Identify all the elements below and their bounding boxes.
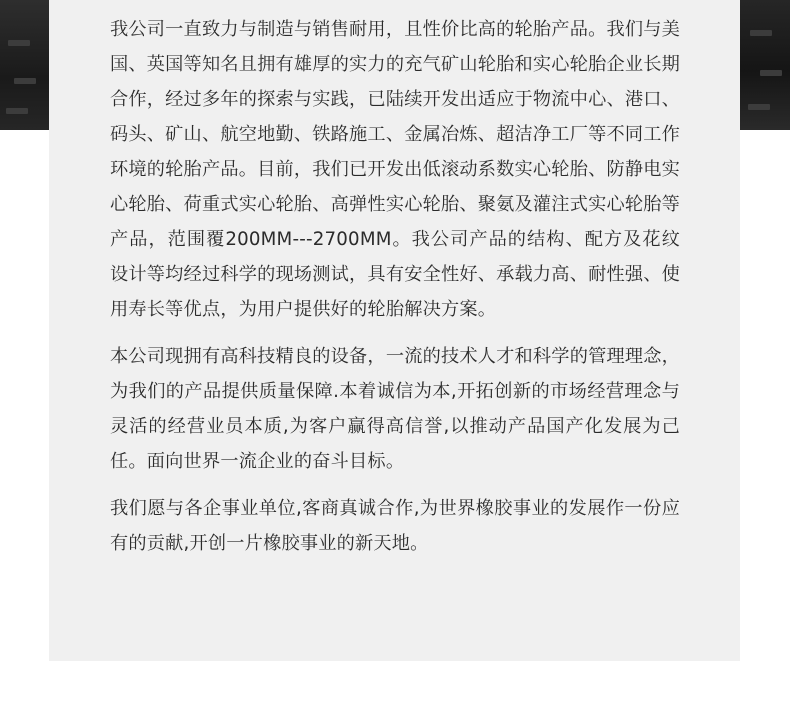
intro-paragraph: 本公司现拥有高科技精良的设备，一流的技术人才和科学的管理理念，为我们的产品提供质量保障.本着诚信为本,开拓创新的市场经营理念与灵活的经营业员本质,为客户赢得高信誉,以推动产品国产化发展为己任。面向世界一流企业的奋斗目标。: [110, 346, 681, 472]
company-intro-text: [110, 12, 680, 573]
intro-paragraph: 我们愿与各企事业单位,客商真诚合作,为世界橡胶事业的发展作一份应有的贡献,开创一片橡胶事业的新天地。: [110, 498, 680, 554]
intro-paragraph: 我公司一直致力与制造与销售耐用，且性价比高的轮胎产品。我们与美国、英国等知名且拥有雄厚的实力的充气矿山轮胎和实心轮胎企业长期合作，经过多年的探索与实践，已陆续开发出适应于物流中心、港口、码头、矿山、航空地勤、铁路施工、金属冶炼、超洁净工厂等不同工作环境的轮胎产品。目前，我们已开发出低滚动系数实心轮胎、防静电实心轮胎、荷重式实心轮胎、高弹性实心轮胎、聚氨及灌注式实心轮胎等产品，范围覆200MM---2700MM。我公司产品的结构、配方及花纹设计等均经过科学的现场测试，具有安全性好、承载力高、耐性强、使用寿长等优点，为用户提供好的轮胎解决方案。: [110, 19, 681, 320]
company-intro-card: [49, 0, 740, 661]
tread-mark: [8, 40, 30, 46]
tread-mark: [750, 30, 772, 36]
tread-mark: [14, 78, 36, 84]
background-tire-image-left: [0, 0, 50, 130]
background-tire-image-right: [740, 0, 790, 130]
tread-mark: [6, 108, 28, 114]
tread-mark: [748, 104, 770, 110]
tread-mark: [760, 70, 782, 76]
